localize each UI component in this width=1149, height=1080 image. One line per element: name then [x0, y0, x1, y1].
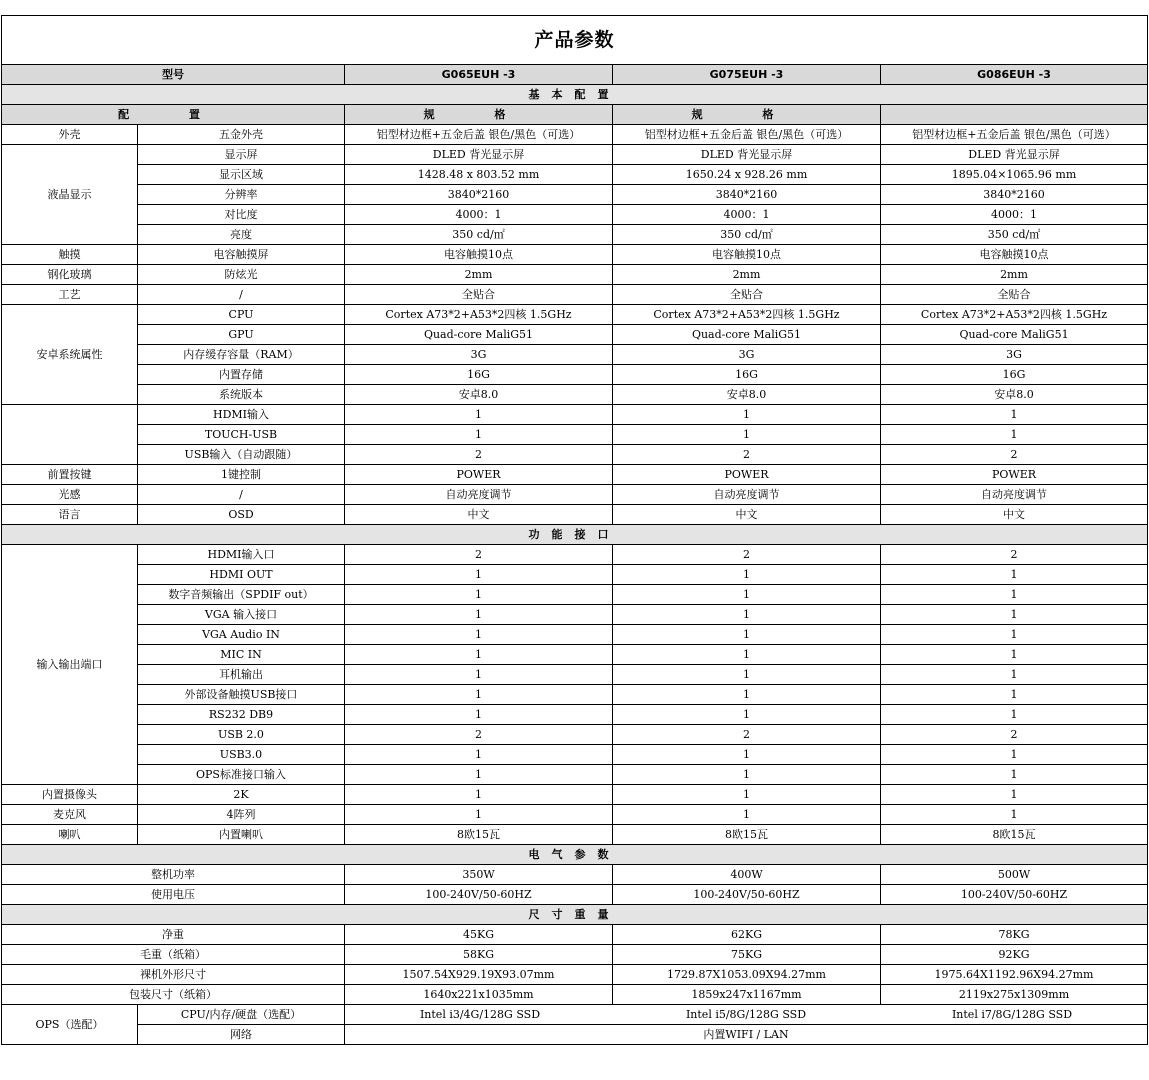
item-cell: 内置存储 [138, 365, 345, 385]
table-row [2, 865, 1148, 885]
category-cell: 工艺 [2, 285, 138, 305]
value-cell: 1 [881, 565, 1148, 585]
value-cell: 1 [881, 425, 1148, 445]
ops-cpu-values-row [347, 1009, 1145, 1021]
item-cell: 包装尺寸（纸箱） [2, 985, 345, 1005]
value-cell: 1 [881, 645, 1148, 665]
value-cell: 92KG [881, 945, 1148, 965]
model-header-row [2, 65, 1148, 85]
value-cell: 1 [345, 645, 613, 665]
value-cell: 2mm [881, 265, 1148, 285]
spec-label-3 [881, 105, 1148, 125]
value-cell: 100-240V/50-60HZ [345, 885, 613, 905]
value-cell: 1 [345, 685, 613, 705]
value-cell: 3840*2160 [613, 185, 881, 205]
value-cell: 2 [881, 445, 1148, 465]
table-row [2, 625, 1148, 645]
value-cell: 3G [881, 345, 1148, 365]
table-row [2, 225, 1148, 245]
item-cell: 亮度 [138, 225, 345, 245]
value-cell: 中文 [345, 505, 613, 525]
value-cell: 1 [345, 805, 613, 825]
table-row [2, 765, 1148, 785]
value-cell: 1 [613, 625, 881, 645]
table-row [2, 565, 1148, 585]
item-cell: 外部设备触摸USB接口 [138, 685, 345, 705]
value-cell: 1 [613, 685, 881, 705]
section-title-electrical: 电气参数 [2, 845, 1148, 865]
value-cell: 16G [881, 365, 1148, 385]
value-cell: 中文 [613, 505, 881, 525]
section-title-basic: 基本配置 [2, 85, 1148, 105]
table-row [2, 445, 1148, 465]
table-row [2, 345, 1148, 365]
value-cell: 电容触摸10点 [345, 245, 613, 265]
value-cell: 62KG [613, 925, 881, 945]
value-cell: 1 [345, 765, 613, 785]
model-1: G065EUH -3 [345, 65, 613, 85]
value-cell: 1 [881, 805, 1148, 825]
value-cell: POWER [881, 465, 1148, 485]
section-ports [2, 525, 1148, 545]
value-cell: 1 [345, 745, 613, 765]
config-header-row [2, 105, 1148, 125]
value-cell: 1640x221x1035mm [345, 985, 613, 1005]
table-row [2, 805, 1148, 825]
item-cell: 1键控制 [138, 465, 345, 485]
table-row [2, 405, 1148, 425]
item-cell: USB输入（自动跟随） [138, 445, 345, 465]
item-cell: TOUCH-USB [138, 425, 345, 445]
category-cell: OPS（选配） [2, 1005, 138, 1045]
category-cell: 外壳 [2, 125, 138, 145]
value-cell: 1 [613, 565, 881, 585]
value-cell: 350 cd/㎡ [881, 225, 1148, 245]
section-electrical [2, 845, 1148, 865]
value-cell: 2mm [345, 265, 613, 285]
value-cell: DLED 背光显示屏 [881, 145, 1148, 165]
value-cell: 45KG [345, 925, 613, 945]
table-row [2, 985, 1148, 1005]
item-cell: 系统版本 [138, 385, 345, 405]
value-cell: 1859x247x1167mm [613, 985, 881, 1005]
value-cell: 铝型材边框+五金后盖 银色/黑色（可选） [345, 125, 613, 145]
value-cell: 500W [881, 865, 1148, 885]
category-cell: 输入输出端口 [2, 545, 138, 785]
value-cell: 1 [345, 565, 613, 585]
item-cell: 防炫光 [138, 265, 345, 285]
section-size-weight [2, 905, 1148, 925]
item-cell: USB3.0 [138, 745, 345, 765]
section-title-ports: 功能接口 [2, 525, 1148, 545]
ops-cpu-value: Intel i5/8G/128G SSD [685, 1007, 807, 1021]
item-cell: 显示区域 [138, 165, 345, 185]
item-cell: HDMI输入 [138, 405, 345, 425]
value-cell: 1 [345, 665, 613, 685]
value-cell: 400W [613, 865, 881, 885]
value-cell: Quad-core MaliG51 [345, 325, 613, 345]
table-row [2, 285, 1148, 305]
item-cell: VGA Audio IN [138, 625, 345, 645]
item-cell: 整机功率 [2, 865, 345, 885]
table-row [2, 545, 1148, 565]
item-cell: GPU [138, 325, 345, 345]
table-row [2, 185, 1148, 205]
value-cell: 1 [881, 705, 1148, 725]
table-row [2, 685, 1148, 705]
value-cell: 2 [613, 545, 881, 565]
item-cell: 对比度 [138, 205, 345, 225]
table-row [2, 1025, 1148, 1045]
value-cell: 3G [613, 345, 881, 365]
item-cell: OPS标准接口输入 [138, 765, 345, 785]
value-cell: 1507.54X929.19X93.07mm [345, 965, 613, 985]
value-cell: 铝型材边框+五金后盖 银色/黑色（可选） [613, 125, 881, 145]
value-cell: 2119x275x1309mm [881, 985, 1148, 1005]
item-cell: 内置喇叭 [138, 825, 345, 845]
value-cell: 安卓8.0 [345, 385, 613, 405]
value-cell: 100-240V/50-60HZ [613, 885, 881, 905]
table-row [2, 245, 1148, 265]
model-2: G075EUH -3 [613, 65, 881, 85]
value-cell: Quad-core MaliG51 [613, 325, 881, 345]
value-cell: 1975.64X1192.96X94.27mm [881, 965, 1148, 985]
value-cell: 全贴合 [881, 285, 1148, 305]
item-cell: 毛重（纸箱） [2, 945, 345, 965]
category-cell: 麦克风 [2, 805, 138, 825]
value-cell: 1729.87X1053.09X94.27mm [613, 965, 881, 985]
value-cell: Cortex A73*2+A53*2四核 1.5GHz [345, 305, 613, 325]
value-cell: 1 [613, 425, 881, 445]
value-cell: 全贴合 [613, 285, 881, 305]
value-cell: 2 [345, 545, 613, 565]
value-cell: DLED 背光显示屏 [613, 145, 881, 165]
item-cell: HDMI输入口 [138, 545, 345, 565]
value-cell: 3840*2160 [881, 185, 1148, 205]
value-cell: 78KG [881, 925, 1148, 945]
value-cell: Cortex A73*2+A53*2四核 1.5GHz [613, 305, 881, 325]
value-cell: 2 [613, 445, 881, 465]
value-cell: 1 [613, 585, 881, 605]
value-cell: 4000：1 [345, 205, 613, 225]
table-row [2, 205, 1148, 225]
value-cell: 1 [613, 705, 881, 725]
value-cell: 1 [881, 745, 1148, 765]
category-cell: 内置摄像头 [2, 785, 138, 805]
title-row [2, 16, 1148, 65]
value-cell: 1 [345, 585, 613, 605]
item-cell: VGA 输入接口 [138, 605, 345, 625]
value-cell: 2 [613, 725, 881, 745]
category-cell-empty [2, 405, 138, 465]
ops-cpu-value: Intel i3/4G/128G SSD [419, 1007, 541, 1021]
section-basic [2, 85, 1148, 105]
value-cell: 1 [613, 805, 881, 825]
category-cell: 安卓系统属性 [2, 305, 138, 405]
value-cell: 1 [345, 425, 613, 445]
item-cell: USB 2.0 [138, 725, 345, 745]
table-row [2, 365, 1148, 385]
table-row [2, 325, 1148, 345]
value-cell: 350 cd/㎡ [613, 225, 881, 245]
value-cell: 1 [345, 705, 613, 725]
item-cell: 使用电压 [2, 885, 345, 905]
value-cell: 1 [613, 665, 881, 685]
table-row [2, 945, 1148, 965]
value-cell: 安卓8.0 [613, 385, 881, 405]
value-cell: 350 cd/㎡ [345, 225, 613, 245]
value-cell: 1 [345, 625, 613, 645]
value-cell: 全贴合 [345, 285, 613, 305]
value-cell: 电容触摸10点 [613, 245, 881, 265]
table-row [2, 145, 1148, 165]
value-cell: 1 [881, 405, 1148, 425]
table-row [2, 505, 1148, 525]
value-cell: 75KG [613, 945, 881, 965]
item-cell: 净重 [2, 925, 345, 945]
model-label: 型号 [2, 65, 345, 85]
table-row [2, 425, 1148, 445]
value-cell: 1 [345, 405, 613, 425]
table-row [2, 265, 1148, 285]
table-row [2, 825, 1148, 845]
item-cell: 耳机输出 [138, 665, 345, 685]
item-cell: 数字音频输出（SPDIF out） [138, 585, 345, 605]
table-row [2, 725, 1148, 745]
value-cell: 8欧15瓦 [345, 825, 613, 845]
spec-label-1: 规 格 [345, 105, 613, 125]
value-cell: 350W [345, 865, 613, 885]
value-cell: 100-240V/50-60HZ [881, 885, 1148, 905]
table-row [2, 645, 1148, 665]
category-cell: 钢化玻璃 [2, 265, 138, 285]
value-cell: 2 [881, 545, 1148, 565]
value-cell: 2 [345, 725, 613, 745]
value-cell: 1 [613, 405, 881, 425]
value-cell: 电容触摸10点 [881, 245, 1148, 265]
value-cell: 2 [345, 445, 613, 465]
table-row [2, 965, 1148, 985]
value-cell: 8欧15瓦 [881, 825, 1148, 845]
table-row [2, 1005, 1148, 1025]
value-cell: 1 [881, 665, 1148, 685]
item-cell: 五金外壳 [138, 125, 345, 145]
value-cell: 1 [613, 645, 881, 665]
value-cell: 1 [613, 745, 881, 765]
table-row [2, 165, 1148, 185]
table-row [2, 665, 1148, 685]
value-cell: 1 [345, 605, 613, 625]
spec-label-2: 规 格 [613, 105, 881, 125]
model-3: G086EUH -3 [881, 65, 1148, 85]
value-cell: 1 [613, 765, 881, 785]
table-row [2, 785, 1148, 805]
table-row [2, 705, 1148, 725]
value-cell: 4000：1 [613, 205, 881, 225]
value-cell: 1428.48 x 803.52 mm [345, 165, 613, 185]
item-cell: / [138, 485, 345, 505]
value-cell: 1 [881, 685, 1148, 705]
table-row [2, 745, 1148, 765]
category-cell: 语言 [2, 505, 138, 525]
value-cell: POWER [613, 465, 881, 485]
ops-cpu-values [345, 1005, 1148, 1025]
value-cell: POWER [345, 465, 613, 485]
ops-network-value: 内置WIFI / LAN [345, 1025, 1148, 1045]
table-row [2, 125, 1148, 145]
value-cell: 1895.04×1065.96 mm [881, 165, 1148, 185]
value-cell: 3840*2160 [345, 185, 613, 205]
value-cell: 1 [881, 625, 1148, 645]
table-row [2, 305, 1148, 325]
value-cell: 58KG [345, 945, 613, 965]
item-cell: 2K [138, 785, 345, 805]
value-cell: 1 [345, 785, 613, 805]
value-cell: 3G [345, 345, 613, 365]
table-row [2, 585, 1148, 605]
category-cell: 触摸 [2, 245, 138, 265]
section-title-size-weight: 尺寸重量 [2, 905, 1148, 925]
category-cell: 前置按键 [2, 465, 138, 485]
item-cell: OSD [138, 505, 345, 525]
value-cell: 1 [881, 765, 1148, 785]
value-cell: 1 [881, 605, 1148, 625]
value-cell: 16G [613, 365, 881, 385]
table-row [2, 925, 1148, 945]
value-cell: 铝型材边框+五金后盖 银色/黑色（可选） [881, 125, 1148, 145]
value-cell: 安卓8.0 [881, 385, 1148, 405]
value-cell: 1 [881, 785, 1148, 805]
table-row [2, 885, 1148, 905]
item-cell: CPU [138, 305, 345, 325]
value-cell: 2 [881, 725, 1148, 745]
item-cell: 显示屏 [138, 145, 345, 165]
category-cell: 光感 [2, 485, 138, 505]
value-cell: 2mm [613, 265, 881, 285]
table-row [2, 385, 1148, 405]
item-cell: 电容触摸屏 [138, 245, 345, 265]
table-row [2, 485, 1148, 505]
value-cell: Cortex A73*2+A53*2四核 1.5GHz [881, 305, 1148, 325]
value-cell: 1 [613, 785, 881, 805]
value-cell: 1 [881, 585, 1148, 605]
item-cell: 裸机外形尺寸 [2, 965, 345, 985]
value-cell: 自动亮度调节 [881, 485, 1148, 505]
table-row [2, 605, 1148, 625]
category-cell: 喇叭 [2, 825, 138, 845]
value-cell: 1 [613, 605, 881, 625]
product-spec-table [1, 15, 1148, 1045]
item-cell: HDMI OUT [138, 565, 345, 585]
value-cell: Quad-core MaliG51 [881, 325, 1148, 345]
item-cell: 内存缓存容量（RAM） [138, 345, 345, 365]
page-title: 产品参数 [2, 16, 1148, 65]
item-cell: 分辨率 [138, 185, 345, 205]
value-cell: 自动亮度调节 [613, 485, 881, 505]
value-cell: 8欧15瓦 [613, 825, 881, 845]
item-cell: 4阵列 [138, 805, 345, 825]
config-label: 配 置 [2, 105, 345, 125]
table-row [2, 465, 1148, 485]
value-cell: 16G [345, 365, 613, 385]
value-cell: 1650.24 x 928.26 mm [613, 165, 881, 185]
item-cell: RS232 DB9 [138, 705, 345, 725]
value-cell: 中文 [881, 505, 1148, 525]
value-cell: 4000：1 [881, 205, 1148, 225]
item-cell: MIC IN [138, 645, 345, 665]
value-cell: DLED 背光显示屏 [345, 145, 613, 165]
category-cell: 液晶显示 [2, 145, 138, 245]
item-cell: / [138, 285, 345, 305]
item-cell: 网络 [138, 1025, 345, 1045]
item-cell: CPU/内存/硬盘（选配） [138, 1005, 345, 1025]
value-cell: 自动亮度调节 [345, 485, 613, 505]
ops-cpu-value: Intel i7/8G/128G SSD [951, 1007, 1073, 1021]
